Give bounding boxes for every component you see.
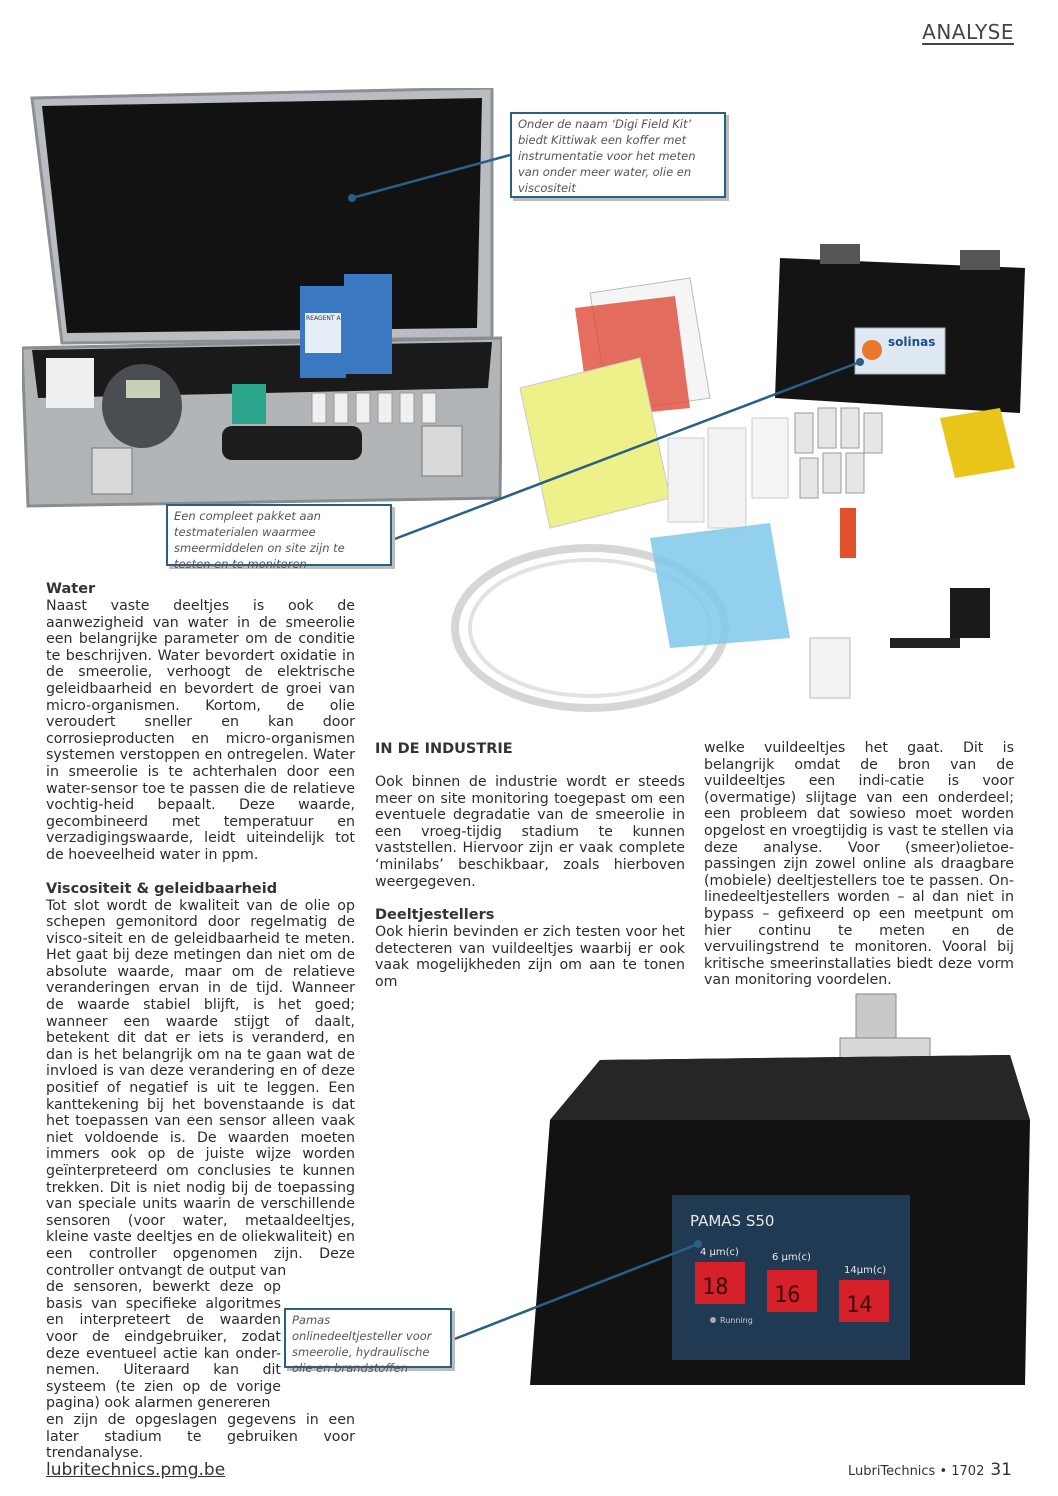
pamas-val3: 14 (846, 1293, 873, 1318)
viscosity-heading: Viscositeit & geleidbaarheid (46, 880, 278, 897)
pamas-ch3: 14µm(c) (844, 1265, 887, 1276)
counters-heading: Deeltjestellers (375, 907, 495, 924)
article-column-2 (375, 740, 685, 991)
magazine-issue: LubriTechnics • 1702 (847, 1464, 985, 1479)
viscosity-paragraph-end: en zijn de opgeslagen gegevens in een later stadium te gebruiken voor trendanalyse. (46, 1411, 355, 1462)
industry-heading: IN DE INDUSTRIE (375, 741, 513, 757)
industry-paragraph: Ook binnen de industrie wordt er steeds meer on site monitoring toegepast om een eventuele degradatie van de smeerolie in een vroeg-tijdig stadium te kunnen vaststellen. Hiervoor zijn er vaak complete ‘minilabs’ beschikbaar, zoals hierboven weergegeven. (375, 774, 685, 890)
article-column-1 (46, 580, 355, 1462)
solinas-brand: solinas (888, 335, 936, 349)
water-heading: Water (46, 581, 96, 597)
footer-url-link[interactable]: lubritechnics.pmg.be (46, 1460, 226, 1480)
pamas-val2: 16 (774, 1283, 801, 1308)
article-column-3 (704, 740, 1014, 989)
pamas-ch1: 4 µm(c) (700, 1247, 739, 1258)
section-label: ANALYSE (922, 20, 1014, 44)
counters-paragraph: Ook hierin bevinden er zich testen voor het detecteren van vuildeeltjes waarbij er ook vaak mogelijkheden zijn om aan te tonen om (375, 924, 685, 990)
pamas-val1: 18 (702, 1275, 729, 1300)
footer-magazine (848, 1460, 1012, 1480)
pamas-ch2: 6 µm(c) (772, 1252, 811, 1263)
reagent-label: REAGENT A (306, 315, 341, 322)
pamas-status: Running (720, 1316, 753, 1325)
water-paragraph: Naast vaste deeltjes is ook de aanwezigheid van water in de smeerolie een belangrijke parameter om de conditie te beschrijven. Water bevordert oxidatie in de smeerolie, verhoogt de elektrische geleidbaarheid en bevordert de groei van micro-organismen. Kortom, de olie veroudert sneller en kan door corrosieproducten en micro-organismen systemen verstoppen en ontregelen. Water in smeerolie is te achterhalen door een water-sensor toe te passen die de relatieve vochtig-heid bepaalt. Deze waarde, gecombineerd met temperatuur en verzadigingswaarde, leidt uiteindelijk tot de hoeveelheid water in ppm. (46, 598, 355, 863)
viscosity-paragraph-narrow: de sensoren, bewerkt deze op basis van specifieke algoritmes en interpreteert de waarden voor de eindgebruiker, zodat deze eventueel actie kan onder-nemen. Uiteraard kan dit systeem (te zien op de vorige pagina) ook alarmen genereren (46, 1279, 281, 1412)
pamas-title: PAMAS S50 (690, 1212, 775, 1230)
page-number: 31 (990, 1460, 1012, 1480)
caption-test-package: Een compleet pakket aan testmaterialen waarmee smeermiddelen on site zijn te testen en te monitoren (166, 504, 392, 566)
caption-pamas: Pamas onlinedeeltjesteller voor smeerolie, hydraulische olie en brandstoffen (284, 1308, 452, 1368)
viscosity-paragraph: Tot slot wordt de kwaliteit van de olie op schepen gemonitord door regelmatig de visco-siteit en de geleidbaarheid te meten. Het gaat bij deze metingen dan niet om de absolute waarde, maar om de relatieve veranderingen ervan in de tijd. Wanneer de waarde stabiel blijft, is het goed; wanneer een waarde stijgt of daalt, betekent dit dat er iets is veranderd, en dan is het belangrijk om na te gaan wat de invloed is van deze verandering en of deze positief of negatief is uit te leggen. Een kanttekening bij het bovenstaande is dat het toepassen van een sensor alleen vaak niet voldoende is. De waarden moeten immers ook op de juiste wijze worden geïnterpreteerd om conclusies te kunnen trekken. Dit is niet nodig bij de toepassing van speciale units waarin de verschillende sensoren (voor water, metaaldeeltjes, kleine vaste deeltjes en de oliekwaliteit) en een controller opgenomen zijn. Deze controller ontvangt de output van (46, 897, 355, 1279)
caption-digi-field-kit: Onder de naam ‘Digi Field Kit’ biedt Kittiwak een koffer met instrumentatie voor het meten van onder meer water, olie en viscositeit (510, 112, 726, 198)
column-3-paragraph: welke vuildeeltjes het gaat. Dit is belangrijk omdat de bron van de vuildeeltjes een indi-catie is voor (overmatige) slijtage van een onderdeel; een probleem dat sowieso moet worden opgelost en vroegtijdig is vast te stellen via deze analyse. Voor (smeer)olietoe-passingen zijn zowel online als draagbare (mobiele) deeltjestellers toe te passen. On-linedeeltjestellers worden – al dan niet in bypass – gefixeerd op een meetpunt om hier continu te meten en de vervuilingstrend te monitoren. Vooral bij kritische smeerinstallaties biedt deze vorm van monitoring voordelen. (704, 740, 1015, 989)
